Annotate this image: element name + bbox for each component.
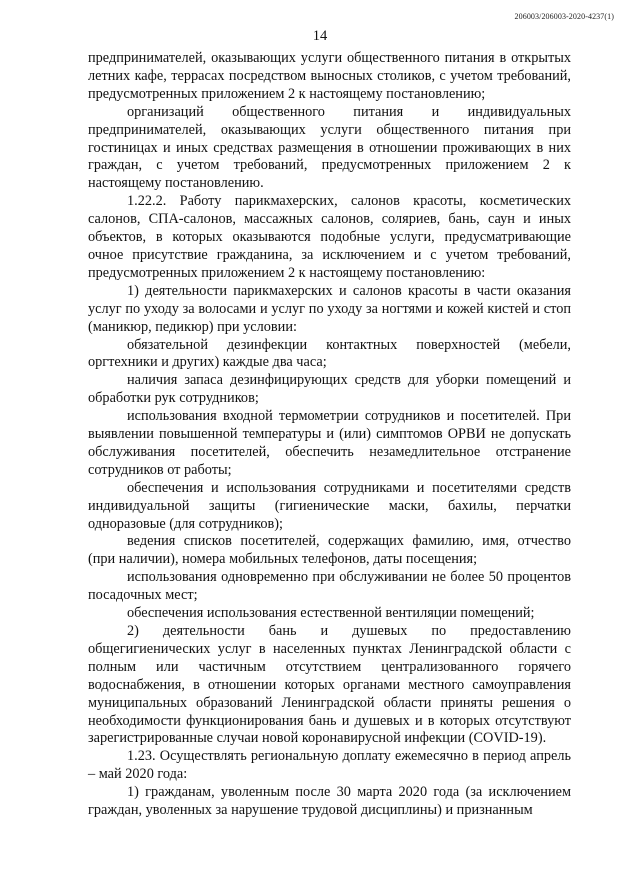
paragraph: организаций общественного питания и индивидуальных предпринимателей, оказывающих услуги общественного питания при гостиницах и иных средствах размещения в отношении проживающих в них граждан, с учетом требований, предусмотренных приложением 2 к настоящему постановлению.	[88, 103, 571, 192]
paragraph: 1.22.2. Работу парикмахерских, салонов красоты, косметических салонов, СПА-салонов, массажных салонов, соляриев, бань, саун и иных объектов, в которых оказываются подобные услуги, предусматривающие очное присутствие гражданина, за исключением и с учетом требований, предусмотренных приложением 2 к настоящему постановлению:	[88, 193, 571, 281]
paragraph: наличия запаса дезинфицирующих средств для уборки помещений и обработки рук сотрудников;	[88, 372, 571, 407]
body-text	[88, 50, 571, 820]
paragraph: обеспечения и использования сотрудниками и посетителями средств индивидуальной защиты (гигиенические маски, бахилы, перчатки одноразовые (для сотрудников);	[88, 479, 571, 532]
paragraph: ведения списков посетителей, содержащих фамилию, имя, отчество (при наличии), номера мобильных телефонов, даты посещения;	[88, 533, 571, 568]
page-number: 14	[312, 28, 328, 44]
document-id: 206003/206003-2020-4237(1)	[514, 12, 614, 21]
paragraph: 1) деятельности парикмахерских и салонов красоты в части оказания услуг по уходу за волосами и услуг по уходу за ногтями и кожей кистей и стоп (маникюр, педикюр) при условии:	[88, 282, 571, 335]
paragraph: 1.23. Осуществлять региональную доплату ежемесячно в период апрель – май 2020 года:	[88, 748, 571, 783]
paragraph: обязательной дезинфекции контактных поверхностей (мебели, оргтехники и других) каждые два часа;	[88, 336, 571, 371]
paragraph: 2) деятельности бань и душевых по предоставлению общегигиенических услуг в населенных пунктах Ленинградской области с полным или частичным отсутствием централизованного горячего водоснабжения, в отношении которых органами местного самоуправления муниципальных образований Ленинградской области приняты решения о необходимости функционирования бань и душевых и в которых отсутствуют зарегистрированные случаи новой коронавирусной инфекции (COVID-19).	[88, 623, 571, 747]
paragraph: обеспечения использования естественной вентиляции помещений;	[127, 605, 535, 622]
paragraph: использования одновременно при обслуживании не более 50 процентов посадочных мест;	[88, 569, 571, 604]
paragraph: предпринимателей, оказывающих услуги общественного питания в открытых летних кафе, террасах посредством выносных столиков, с учетом требований, предусмотренных приложением 2 к настоящему постановлению;	[88, 50, 571, 102]
paragraph: использования входной термометрии сотрудников и посетителей. При выявлении повышенной температуры и (или) симптомов ОРВИ не допускать обслуживания посетителей, обеспечить незамедлительное отстранение сотрудников от работы;	[88, 408, 571, 478]
paragraph: 1) гражданам, уволенным после 30 марта 2020 года (за исключением граждан, уволенных за нарушение трудовой дисциплины) и признанным	[88, 784, 571, 819]
